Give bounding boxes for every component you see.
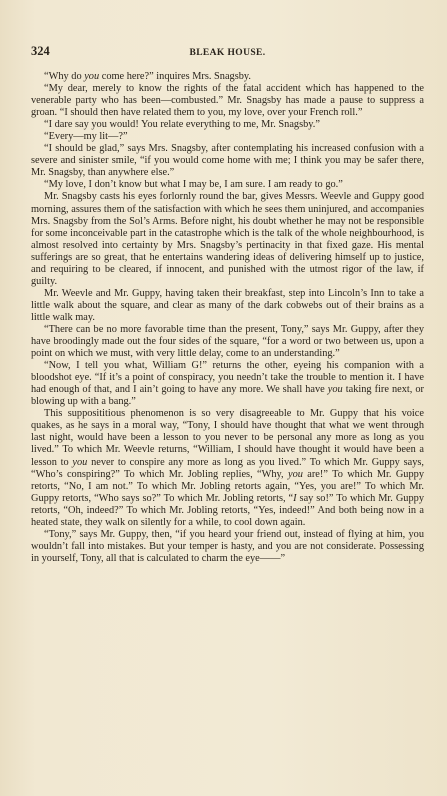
- paragraph: Mr. Weevle and Mr. Guppy, having taken their breakfast, step into Lincoln’s Inn to take a little walk about the square, and clear as many of the dark cobwebs out of their brains as a little walk may.: [31, 287, 424, 323]
- paragraph: “My dear, merely to know the rights of the fatal accident which has happened to the venerable party who has been—combusted.” Mr. Snagsby has made a pause to suppress a groan. “I should then have related them to you, my love, over your French roll.”: [31, 83, 424, 119]
- paragraph: This supposititious phenomenon is so very disagreeable to Mr. Guppy that his voice quakes, as he says in a moral way, “Tony, I should have thought that what we went through last night, would have been a lesson to you never to be personal any more as long as you lived.” To which Mr. Weevle returns, “William, I should have thought it would have been a lesson to you never to conspire any more as long as you lived.” To which Mr. Guppy says, “Who’s conspiring?” To which Mr. Jobling replies, “Why, you are!” To which Mr. Guppy retorts, “No, I am not.” To which Mr. Jobling retorts again, “Yes, you are!” To which Mr. Guppy retorts, “Who says so?” To which Mr. Jobling retorts, “I say so!” To which Mr. Guppy retorts, “Oh, indeed?” To which Mr. Jobling retorts, “Yes, indeed!” And both being now in a heated state, they walk on silently for a while, to cool down again.: [31, 408, 425, 528]
- running-title: BLEAK HOUSE.: [189, 48, 266, 58]
- paragraph: “Now, I tell you what, William G!” returns the other, eyeing his companion with a bloodshot eye. “If it’s a point of conspiracy, you needn’t take the trouble to mention it. I have had enough of that, and I ain’t going to have any more. We shall have you taking fire next, or blowing up with a bang.”: [31, 360, 424, 408]
- page-header: [31, 44, 424, 58]
- paragraph: “Every—my lit—?”: [44, 131, 128, 143]
- paragraph: “I should be glad,” says Mrs. Snagsby, after contemplating his increased confusion with a severe and sinister smile, “if you would come home with me; I think you may be safer there, Mr. Snagsby, than anywhere else.”: [31, 143, 424, 179]
- paragraph: “I dare say you would! You relate everything to me, Mr. Snagsby.”: [44, 119, 320, 131]
- page-body: [31, 71, 424, 565]
- paragraph: Mr. Snagsby casts his eyes forlornly round the bar, gives Messrs. Weevle and Guppy good morning, assures them of the satisfaction with which he sees them uninjured, and accompanies Mrs. Snagsby from the Sol’s Arms. Before night, his doubt whether he may not be responsible for some inconceivable part in the catastrophe which is the talk of the whole neighbourhood, is almost resolved into certainty by Mrs. Snagsby’s pertinacity in that fixed gaze. His mental sufferings are so great, that he entertains wandering ideas of delivering himself up to justice, and requiring to be cleared, if innocent, and punished with the utmost rigor of the law, if guilty.: [31, 191, 424, 287]
- paragraph: “Tony,” says Mr. Guppy, then, “if you heard your friend out, instead of flying at him, you wouldn’t fall into mistakes. But your temper is hasty, and you are not considerate. Possessing in yourself, Tony, all that is calculated to charm the eye——”: [31, 528, 424, 564]
- paragraph: “Why do you come here?” inquires Mrs. Snagsby.: [44, 71, 252, 82]
- paragraph: “My love, I don’t know but what I may be, I am sure. I am ready to go.”: [44, 179, 343, 191]
- page-number: 324: [31, 44, 50, 58]
- paragraph: “There can be no more favorable time than the present, Tony,” says Mr. Guppy, after they have broodingly made out the four sides of the square, “for a word or two between us, upon a point on which we must, with very little delay, come to an understanding.”: [31, 323, 424, 360]
